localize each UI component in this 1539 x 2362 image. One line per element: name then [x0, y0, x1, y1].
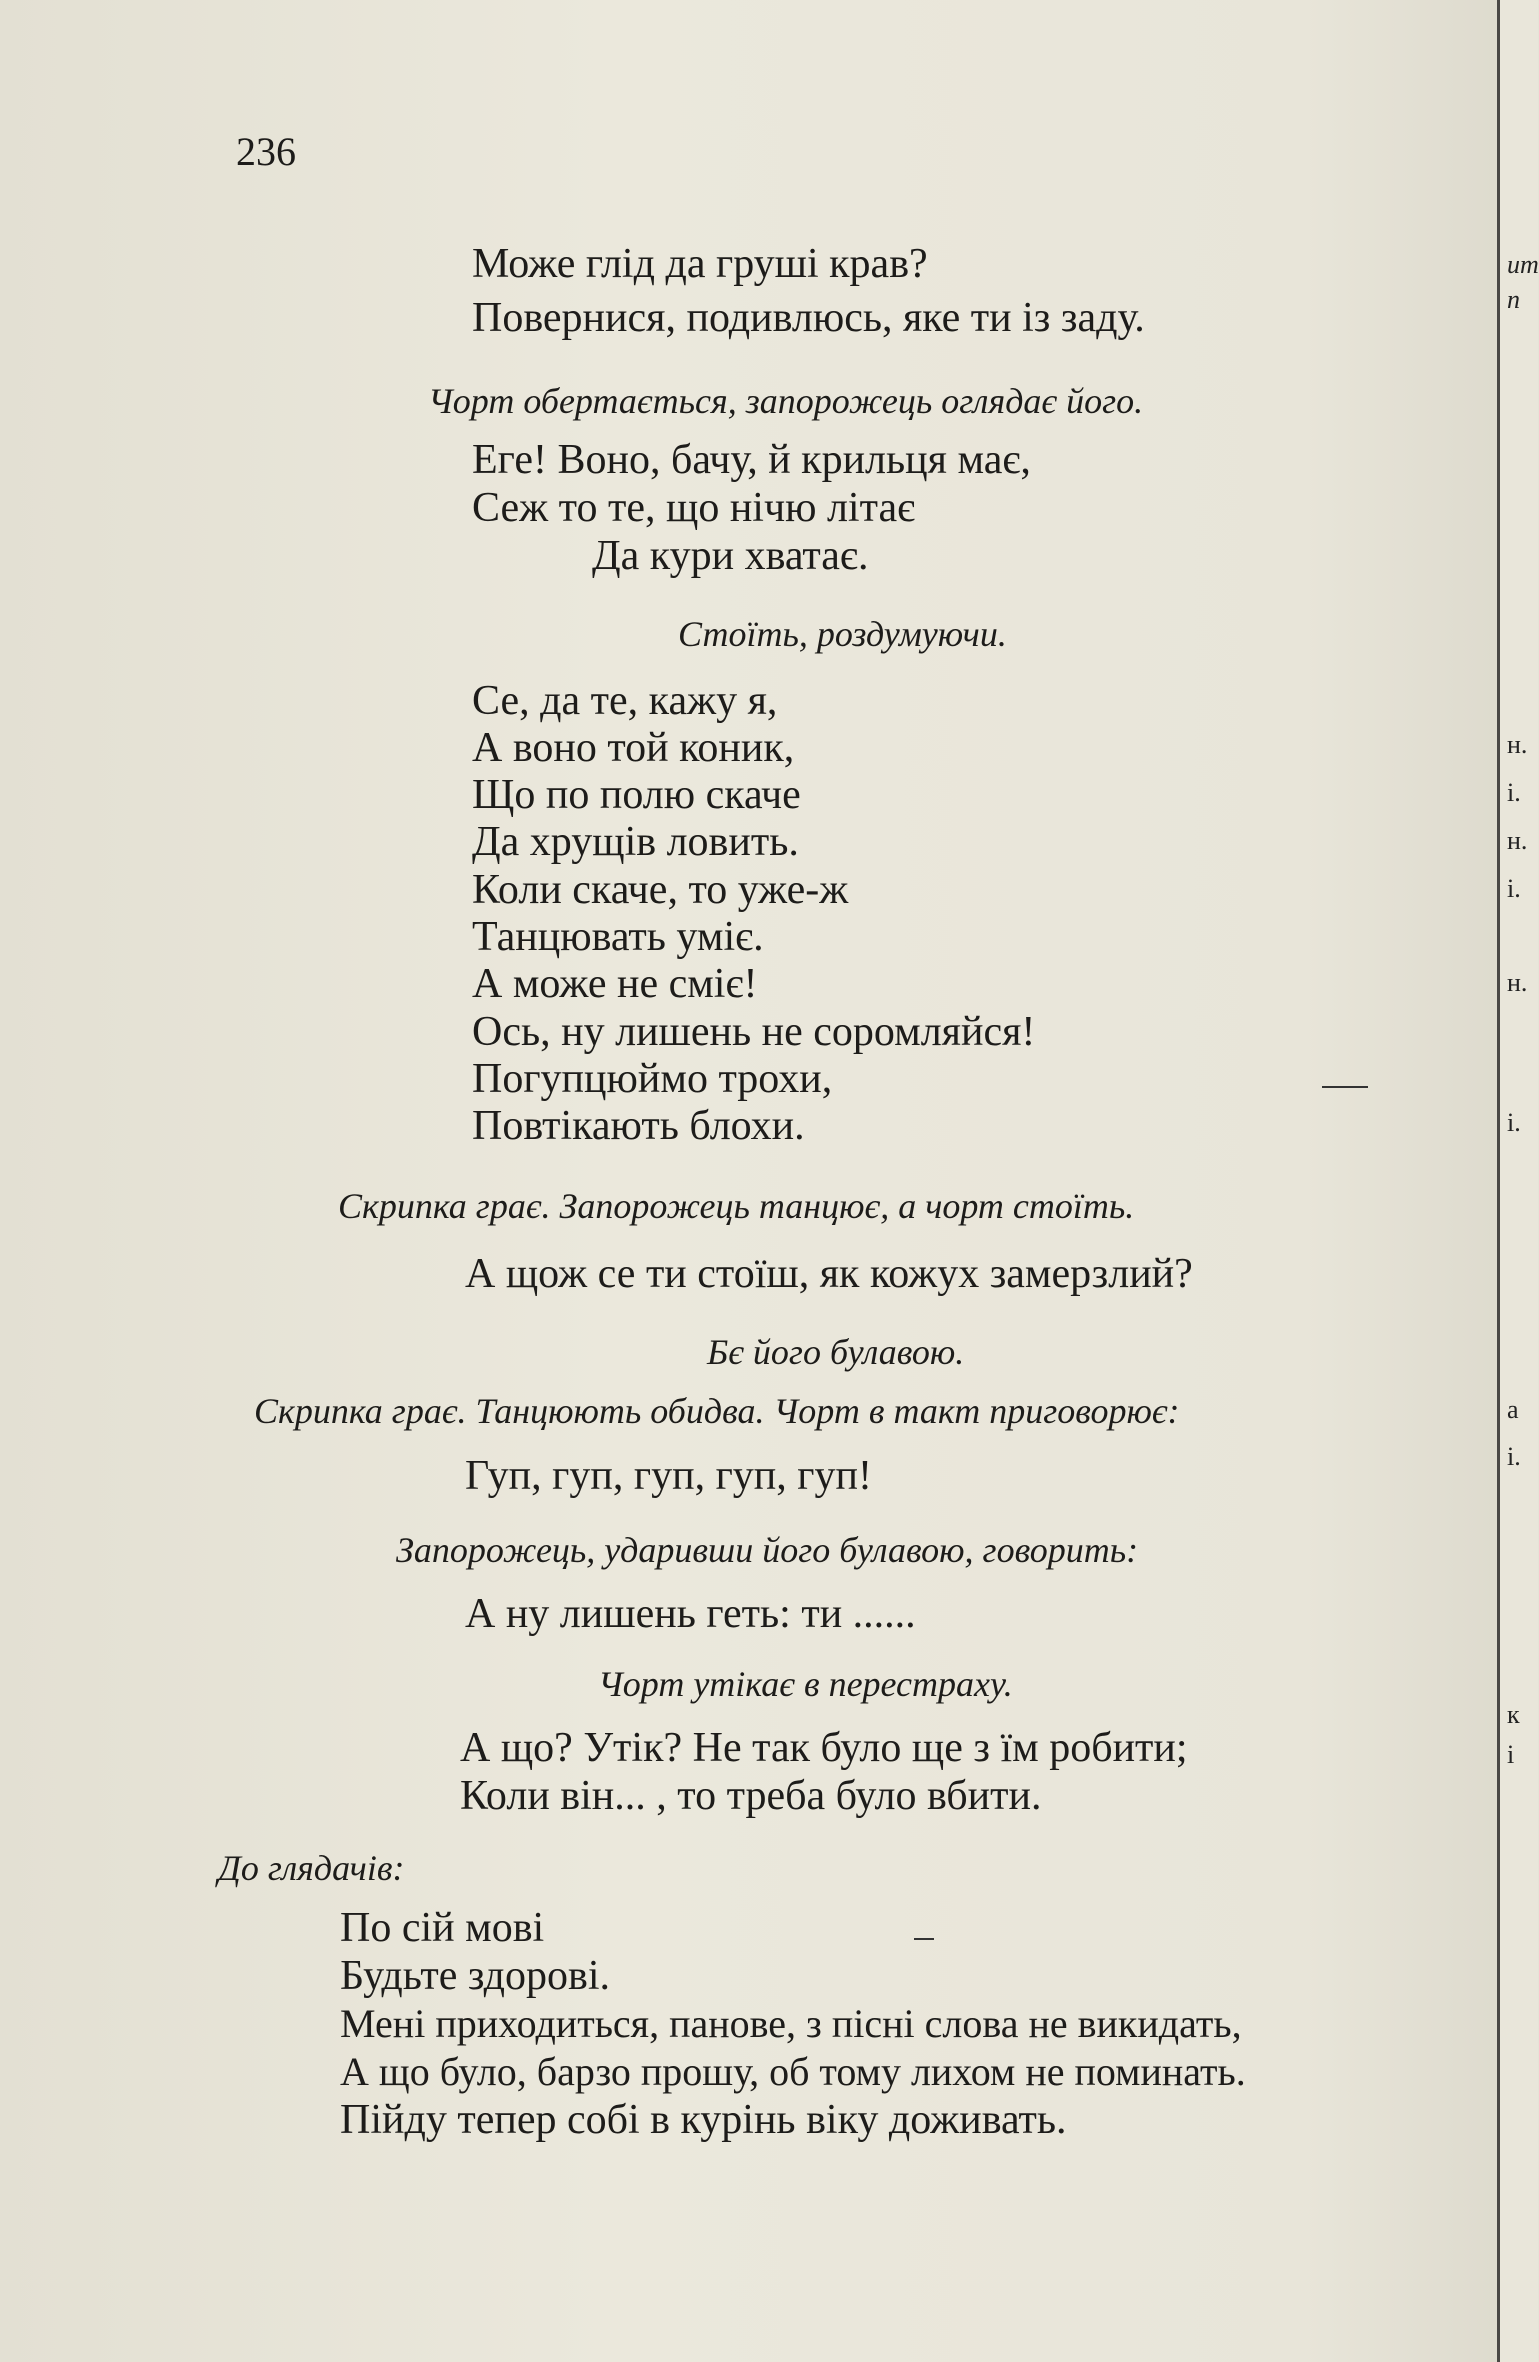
verse-line: Еге! Воно, бачу, й крильця має,: [472, 437, 1031, 483]
margin-fragment: ит: [1507, 250, 1539, 279]
verse-line: А воно той коник,: [472, 725, 795, 771]
margin-fragment: і: [1507, 1740, 1515, 1769]
verse-line: Се, да те, кажу я,: [472, 678, 778, 724]
stage-direction: Бє його булавою.: [707, 1332, 965, 1372]
verse-line: Сеж то те, що нічю літає: [472, 485, 916, 531]
stage-direction: Скрипка грає. Танцюють обидва. Чорт в такт приговорює:: [254, 1391, 1180, 1431]
verse-line: Коли скаче, то уже-ж: [472, 867, 849, 913]
margin-fragment: і.: [1507, 1108, 1521, 1137]
verse-line: Гуп, гуп, гуп, гуп, гуп!: [465, 1453, 872, 1499]
verse-line: Танцювать уміє.: [472, 914, 764, 960]
verse-line: А що? Утік? Не так було ще з їм робити;: [460, 1725, 1188, 1771]
stage-direction: Чорт обертається, запорожець оглядає його.: [428, 381, 1144, 421]
margin-fragment: і.: [1507, 874, 1521, 903]
stage-direction: Стоїть, роздумуючи.: [678, 614, 1007, 654]
verse-line: Погупцюймо трохи,: [472, 1056, 833, 1102]
margin-fragment: к: [1507, 1700, 1520, 1729]
verse-line: Мені приходиться, панове, з пісні слова не викидать,: [340, 2001, 1242, 2046]
verse-line: Да кури хватає.: [592, 533, 869, 579]
verse-line: Що по полю скаче: [472, 772, 801, 818]
verse-line: Будьте здорові.: [340, 1953, 611, 1999]
stage-direction: Чорт утікає в перестраху.: [598, 1664, 1013, 1704]
verse-line: Повернися, подивлюсь, яке ти із заду.: [472, 295, 1145, 341]
page-number: 236: [236, 129, 296, 174]
margin-fragment: і.: [1507, 778, 1521, 807]
verse-line: Коли він... , то треба було вбити.: [460, 1773, 1042, 1819]
dash-rule: [1322, 1086, 1368, 1088]
stage-direction: До глядачів:: [218, 1848, 405, 1888]
verse-line: А ну лишень геть: ти ......: [465, 1591, 916, 1637]
verse-line: Повтікають блохи.: [472, 1103, 805, 1149]
stage-direction: Запорожець, ударивши його булавою, говорить:: [396, 1530, 1139, 1570]
margin-fragment: а: [1507, 1395, 1519, 1424]
margin-fragment: н.: [1507, 968, 1528, 997]
margin-fragment: н.: [1507, 730, 1528, 759]
verse-line: А може не сміє!: [472, 961, 758, 1007]
margin-fragment: п: [1507, 285, 1520, 314]
stage-direction: Скрипка грає. Запорожець танцює, а чорт стоїть.: [338, 1186, 1135, 1226]
margin-fragment: і.: [1507, 1442, 1521, 1471]
verse-line: Може глід да груші крав?: [472, 241, 928, 287]
verse-line: А щож се ти стоїш, як кожух замерзлий?: [465, 1251, 1193, 1297]
verse-line: По сій мові: [340, 1905, 545, 1951]
dash-rule: [914, 1938, 934, 1940]
adjacent-page-edge: [1497, 0, 1538, 2362]
verse-line: Ось, ну лишень не соромляйся!: [472, 1009, 1036, 1055]
verse-line: Пійду тепер собі в курінь віку доживать.: [340, 2097, 1067, 2143]
verse-line: А що було, барзо прошу, об тому лихом не поминать.: [340, 2049, 1246, 2094]
verse-line: Да хрущів ловить.: [472, 819, 799, 865]
margin-fragment: н.: [1507, 826, 1528, 855]
